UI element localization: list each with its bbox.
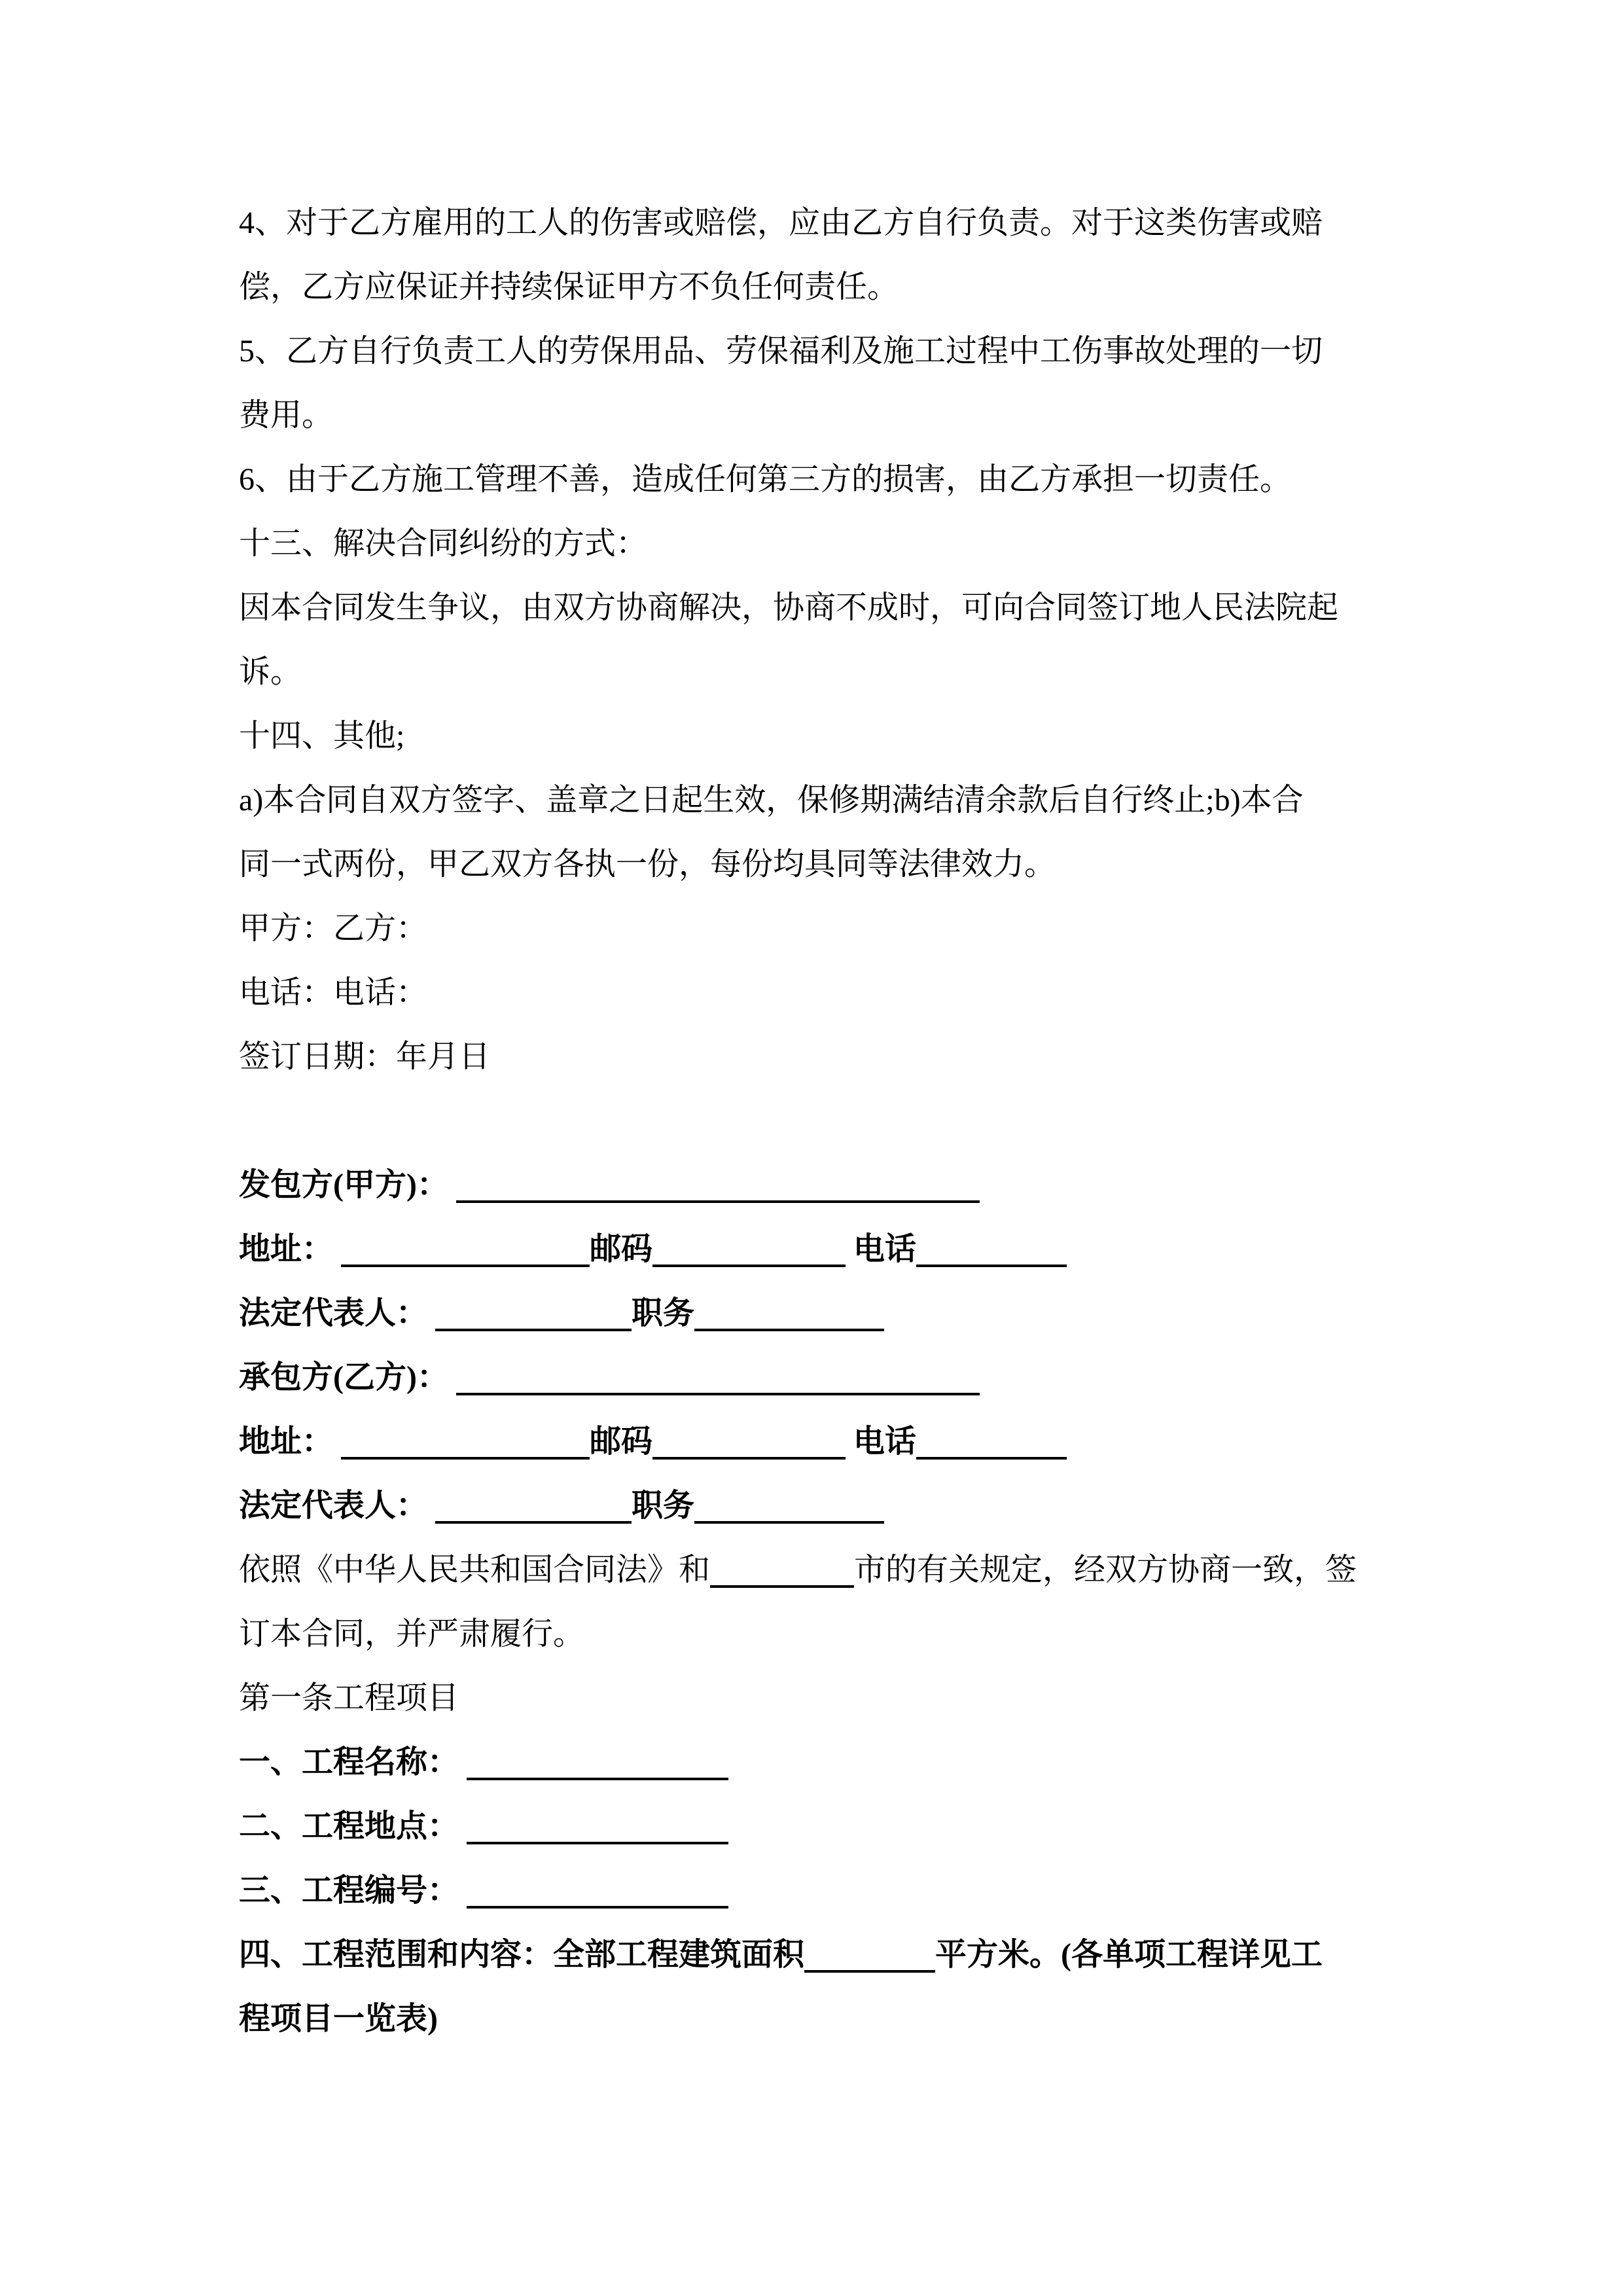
text-run: 发包方(甲方)： xyxy=(239,1168,456,1202)
document-line xyxy=(239,576,1397,640)
text-run: 三、工程编号： xyxy=(239,1873,467,1908)
text-run: 地址： xyxy=(239,1232,342,1266)
document-line xyxy=(239,1987,1397,2051)
text-run: 甲方：乙方： xyxy=(239,911,428,946)
document-line xyxy=(239,1346,1397,1410)
document-line xyxy=(239,1795,1397,1859)
text-run: 法定代表人： xyxy=(239,1488,436,1523)
text-run: 二、工程地点： xyxy=(239,1809,467,1844)
text-run: 签订日期：年月日 xyxy=(239,1039,491,1074)
text-run: 邮码 xyxy=(590,1424,653,1459)
document-line xyxy=(239,319,1397,384)
text-run: 电话 xyxy=(846,1424,917,1459)
blank-field xyxy=(694,1501,884,1524)
text-run: 一、工程名称： xyxy=(239,1745,467,1780)
document-line xyxy=(239,1153,1397,1217)
text-run: 地址： xyxy=(239,1424,342,1459)
blank-field xyxy=(467,1758,728,1780)
blank-line xyxy=(239,1089,1397,1153)
document-line xyxy=(239,1859,1397,1923)
document-line xyxy=(239,1923,1397,1987)
blank-field xyxy=(435,1501,632,1524)
document-line xyxy=(239,1731,1397,1795)
document-line xyxy=(239,384,1397,448)
text-run: 诉。 xyxy=(239,655,302,689)
blank-field xyxy=(456,1181,980,1203)
blank-field xyxy=(694,1309,884,1331)
text-run: 因本合同发生争议，由双方协商解决，协商不成时，可向合同签订地人民法院起 xyxy=(239,590,1339,625)
blank-field xyxy=(652,1437,846,1460)
text-run: 6、由于乙方施工管理不善，造成任何第三方的损害，由乙方承担一切责任。 xyxy=(239,462,1292,497)
text-run: 依照《中华人民共和国合同法》和 xyxy=(239,1552,711,1587)
blank-field xyxy=(916,1245,1067,1267)
blank-field xyxy=(710,1566,854,1588)
text-run: 同一式两份，甲乙双方各执一份，每份均具同等法律效力。 xyxy=(239,847,1056,882)
blank-field xyxy=(341,1245,590,1267)
text-run: 电话：电话： xyxy=(239,975,428,1010)
blank-field xyxy=(804,1950,935,1973)
document-line xyxy=(239,1666,1397,1731)
document-line xyxy=(239,704,1397,768)
document-line xyxy=(239,961,1397,1025)
text-run: 法定代表人： xyxy=(239,1296,436,1331)
text-run: 十四、其他; xyxy=(239,719,405,753)
text-run: a)本合同自双方签字、盖章之日起生效，保修期满结清余款后自行终止;b)本合 xyxy=(239,783,1304,817)
text-run: 承包方(乙方)： xyxy=(239,1360,456,1395)
text-run: 邮码 xyxy=(590,1232,653,1266)
text-run: 费用。 xyxy=(239,398,334,433)
document-line xyxy=(239,1282,1397,1346)
text-run: 5、乙方自行负责工人的劳保用品、劳保福利及施工过程中工伤事故处理的一切 xyxy=(239,334,1323,368)
document-line xyxy=(239,255,1397,319)
blank-field xyxy=(467,1886,728,1909)
document-line xyxy=(239,1474,1397,1538)
text-run: 订本合同，并严肃履行。 xyxy=(239,1617,585,1651)
text-run: 四、工程范围和内容：全部工程建筑面积 xyxy=(239,1937,805,1972)
document-line xyxy=(239,1025,1397,1089)
document-line xyxy=(239,833,1397,897)
text-run: 职务 xyxy=(632,1296,695,1331)
blank-field xyxy=(456,1373,980,1395)
blank-field xyxy=(652,1245,846,1267)
blank-field xyxy=(916,1437,1067,1460)
document-line xyxy=(239,1602,1397,1666)
text-run: 十三、解决合同纠纷的方式： xyxy=(239,526,648,561)
document-line xyxy=(239,640,1397,704)
text-run: 4、对于乙方雇用的工人的伤害或赔偿，应由乙方自行负责。对于这类伤害或赔 xyxy=(239,206,1323,240)
blank-field xyxy=(341,1437,590,1460)
text-run: 电话 xyxy=(846,1232,917,1266)
text-run: 第一条工程项目 xyxy=(239,1681,459,1715)
document-line xyxy=(239,768,1397,833)
blank-field xyxy=(435,1309,632,1331)
document-line xyxy=(239,897,1397,961)
text-run: 职务 xyxy=(632,1488,695,1523)
blank-field xyxy=(467,1822,728,1844)
text-run: 平方米。(各单项工程详见工 xyxy=(935,1937,1323,1972)
document-line xyxy=(239,448,1397,512)
text-run: 程项目一览表) xyxy=(239,2001,438,2036)
document-line xyxy=(239,1217,1397,1282)
text-run: 偿，乙方应保证并持续保证甲方不负任何责任。 xyxy=(239,270,899,304)
document-line xyxy=(239,1410,1397,1474)
document-line xyxy=(239,512,1397,576)
document-body xyxy=(239,191,1397,2051)
document-line xyxy=(239,1538,1397,1602)
text-run: 市的有关规定，经双方协商一致，签 xyxy=(854,1552,1357,1587)
document-line xyxy=(239,191,1397,255)
